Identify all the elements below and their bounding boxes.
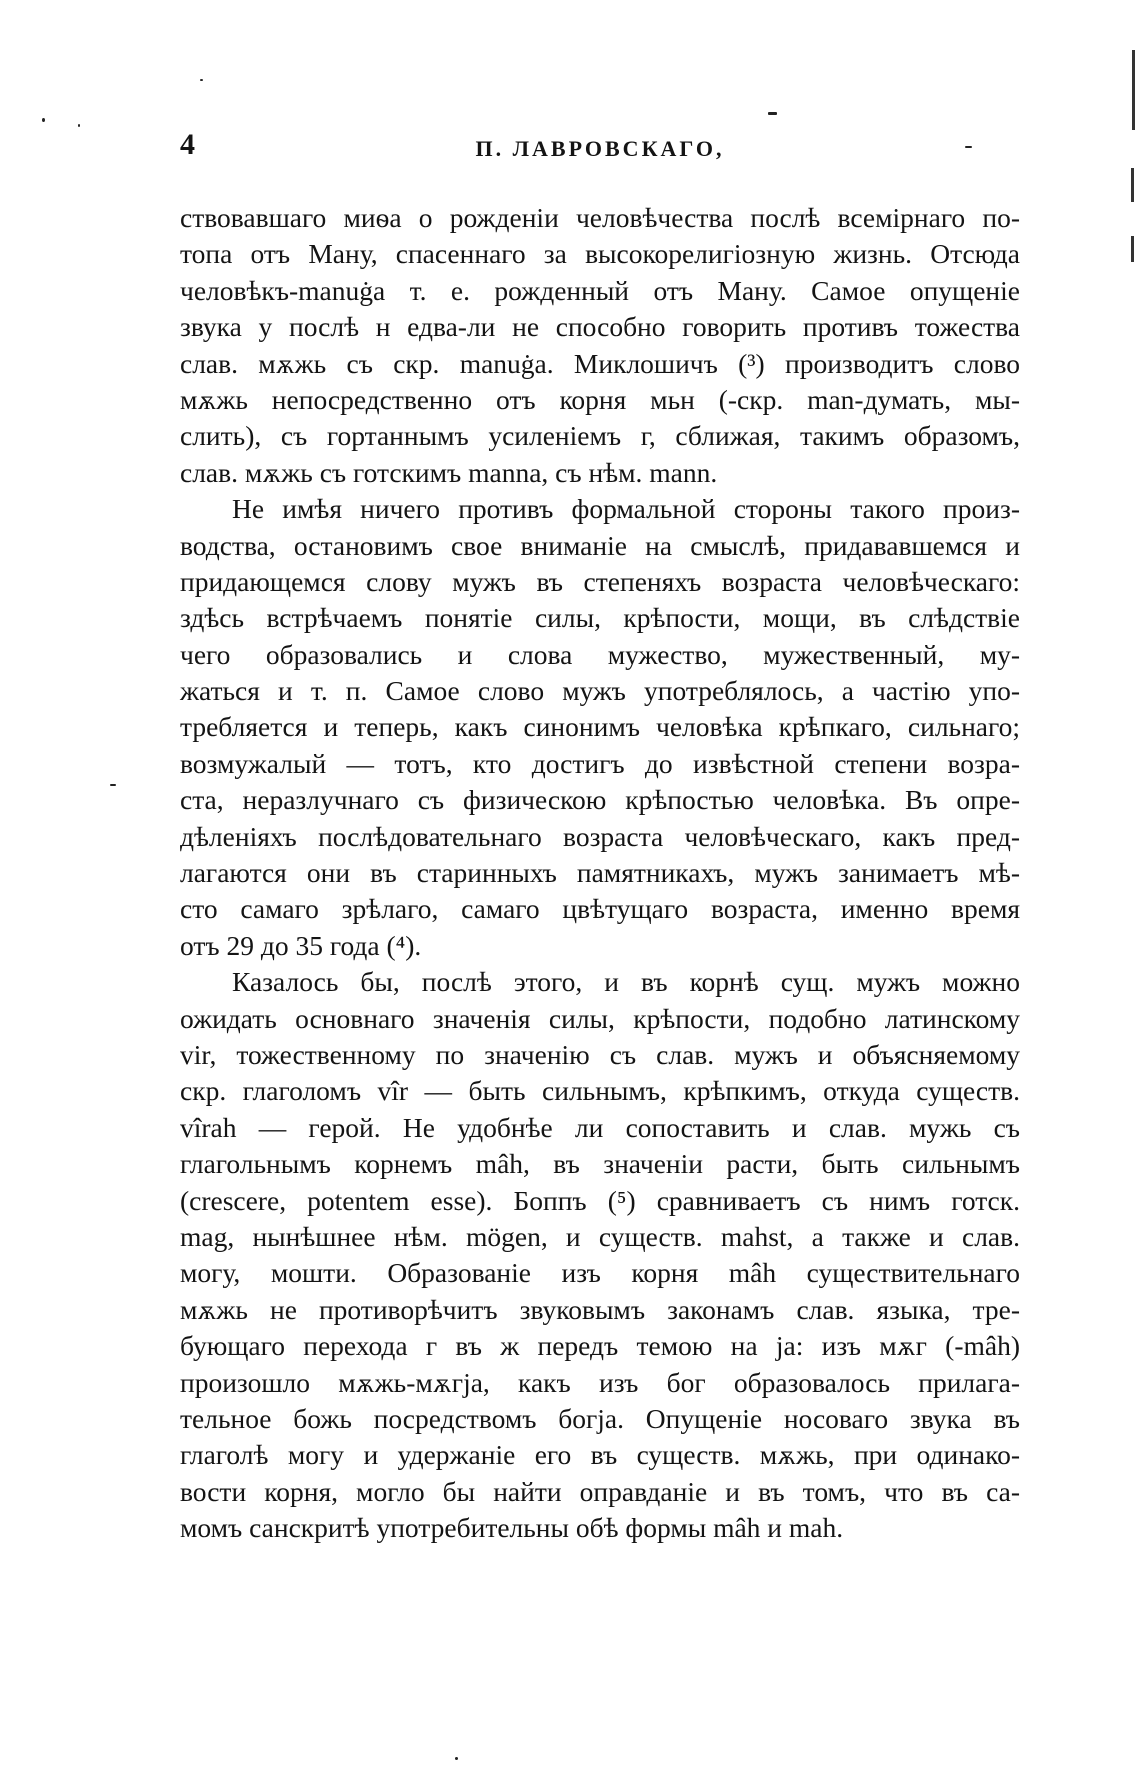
text-line: глаголѣ могу и удержаніе его въ существ. мѫжь, при одинако- [180, 1439, 1020, 1471]
text-line: слав. мѫжь съ готскимъ manna, съ нѣм. mann. [180, 456, 718, 488]
scan-speck [110, 784, 116, 786]
text-line: скр. глаголомъ vîr — быть сильнымъ, крѣпкимъ, откуда существ. [180, 1075, 1020, 1107]
text-line: возмужалый — тотъ, кто достигъ до извѣстной степени возра- [180, 747, 1020, 779]
text-line: вости корня, могло бы найти оправданіе и въ томъ, что въ са- [180, 1475, 1020, 1507]
page-number: 4 [180, 128, 195, 161]
scan-speck [455, 1757, 458, 1760]
scan-speck [78, 124, 80, 127]
scan-edge-mark [1131, 168, 1134, 202]
text-line: могу, мошти. Образованіе изъ корня mâh существительнаго [180, 1257, 1020, 1289]
text-line: дѣленіяхъ послѣдовательнаго возраста человѣческаго, какъ пред- [180, 820, 1020, 852]
text-line: сто самаго зрѣлаго, самаго цвѣтущаго возраста, именно время [180, 893, 1020, 925]
text-line: Казалось бы, послѣ этого, и въ корнѣ сущ. мужъ можно [232, 966, 1020, 998]
text-line: здѣсь встрѣчаемъ понятіе силы, крѣпости, мощи, въ слѣдствіе [180, 602, 1020, 634]
text-line: vir, тожественному по значенію съ слав. мужъ и объясняемому [180, 1038, 1020, 1070]
text-line: момъ санскритѣ употребительны обѣ формы mâh и mah. [180, 1512, 844, 1544]
text-line: придающемся слову мужъ въ степеняхъ возраста человѣческаго: [180, 565, 1020, 597]
text-line: тельное божь посредствомъ богja. Опущеніе носоваго звука въ [180, 1402, 1020, 1434]
text-line: отъ 29 до 35 года (⁴). [180, 929, 422, 961]
text-line: (crescere, potentem esse). Боппъ (⁵) сравниваетъ съ нимъ готск. [180, 1184, 1020, 1216]
text-line: жаться и т. п. Самое слово мужъ употреблялось, а частію упо- [180, 675, 1020, 707]
paragraph-2 [180, 491, 1020, 964]
paragraph-1 [180, 200, 1020, 491]
text-line: произошло мѫжь-мѫгja, какъ изъ бог образовалось прилага- [180, 1366, 1020, 1398]
text-line: Не имѣя ничего противъ формальной стороны такого произ- [232, 493, 1020, 525]
page-header [180, 128, 1020, 168]
text-line: чего образовались и слова мужество, мужественный, му- [180, 638, 1020, 670]
scan-speck [200, 79, 203, 81]
text-line: мѫжь не противорѣчитъ звуковымъ законамъ слав. языка, тре- [180, 1293, 1020, 1325]
text-line: требляется и теперь, какъ синонимъ человѣка крѣпкаго, сильнаго; [180, 711, 1020, 743]
text-line: ствовавшаго миѳа о рожденіи человѣчества послѣ всемірнаго по- [180, 202, 1020, 233]
text-line: vîrah — герой. Не удобнѣе ли сопоставить и слав. мужь съ [180, 1111, 1020, 1143]
text-line: человѣкъ-manuġa т. е. рожденный отъ Ману. Самое опущеніе [180, 274, 1020, 306]
text-line: лагаются они въ старинныхъ памятникахъ, мужъ занимаетъ мѣ- [180, 857, 1020, 889]
text-line: топа отъ Ману, спасеннаго за высокорелигіозную жизнь. Отсюда [180, 238, 1020, 270]
text-line: мѫжь непосредственно отъ корня мьн (-скр. man-думать, мы- [180, 383, 1020, 415]
text-line: слав. мѫжь съ скр. manuġa. Миклошичъ (³) производитъ слово [180, 347, 1020, 379]
text-line: ста, неразлучнаго съ физическою крѣпостью человѣка. Въ опре- [180, 784, 1020, 816]
text-line: ожидать основнаго значенія силы, крѣпости, подобно латинскому [180, 1002, 1020, 1034]
text-line: звука у послѣ н едва-ли не способно говорить противъ тожества [180, 311, 1020, 343]
scan-speck [768, 112, 777, 115]
paragraph-3 [180, 964, 1020, 1546]
page-body [180, 200, 1020, 1546]
scan-edge-mark [1132, 50, 1135, 130]
text-line: бующаго перехода г въ ж передъ темою на ja: изъ мѫг (-mâh) [180, 1330, 1020, 1362]
text-line: глагольнымъ корнемъ mâh, въ значеніи расти, быть сильнымъ [180, 1148, 1020, 1180]
text-line: слить), съ гортаннымъ усиленіемъ г, сближая, такимъ образомъ, [180, 420, 1020, 452]
scan-speck [42, 118, 45, 122]
scan-edge-mark [1131, 236, 1134, 262]
text-line: mag, нынѣшнее нѣм. mögen, и существ. mahst, а также и слав. [180, 1220, 1020, 1252]
text-line: водства, остановимъ свое вниманіе на смыслѣ, придававшемся и [180, 529, 1020, 561]
running-head: П. ЛАВРОВСКАГО, [475, 136, 725, 161]
